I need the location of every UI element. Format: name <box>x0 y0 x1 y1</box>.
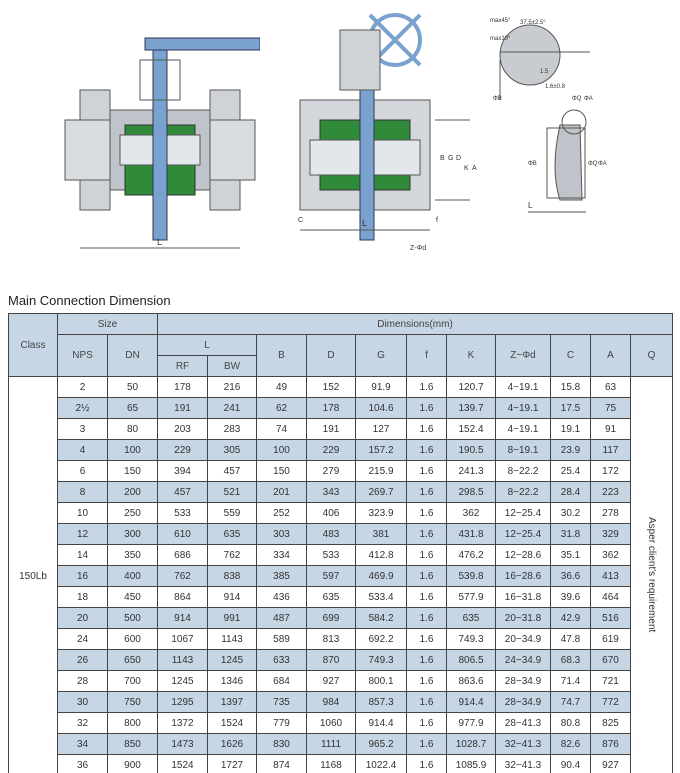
cell-g: 127 <box>356 419 407 440</box>
cell-l-bw: 1524 <box>208 713 257 734</box>
dimension-table <box>8 313 673 773</box>
cell-nps: 24 <box>58 629 108 650</box>
cell-f: 1.6 <box>407 713 447 734</box>
cell-a: 927 <box>591 755 631 773</box>
cell-f: 1.6 <box>407 650 447 671</box>
cell-c: 80.8 <box>551 713 591 734</box>
cell-k: 190.5 <box>447 440 496 461</box>
cell-l-rf: 1524 <box>158 755 208 773</box>
cell-dn: 500 <box>108 608 158 629</box>
header-dn: DN <box>108 335 158 377</box>
cell-nps: 20 <box>58 608 108 629</box>
cell-nps: 32 <box>58 713 108 734</box>
cell-k: 120.7 <box>447 377 496 398</box>
table-row <box>9 377 673 398</box>
cell-a: 63 <box>591 377 631 398</box>
cell-d: 533 <box>307 545 356 566</box>
cell-k: 362 <box>447 503 496 524</box>
dim-label-c: C <box>298 217 304 224</box>
cell-z-phi-d: 28−34.9 <box>496 692 551 713</box>
cell-b: 735 <box>257 692 307 713</box>
cell-a: 876 <box>591 734 631 755</box>
cell-f: 1.6 <box>407 566 447 587</box>
cell-nps: 28 <box>58 671 108 692</box>
cell-c: 17.5 <box>551 398 591 419</box>
header-dimensions: Dimensions(mm) <box>158 314 673 335</box>
cell-nps: 26 <box>58 650 108 671</box>
cell-l-rf: 1372 <box>158 713 208 734</box>
q-requirement-text: Asper client's requirement <box>646 516 657 633</box>
cell-l-rf: 686 <box>158 545 208 566</box>
cell-d: 279 <box>307 461 356 482</box>
cell-l-rf: 1295 <box>158 692 208 713</box>
cell-l-rf: 191 <box>158 398 208 419</box>
header-k: K <box>447 335 496 377</box>
cell-k: 476.2 <box>447 545 496 566</box>
cell-l-bw: 838 <box>208 566 257 587</box>
cell-dn: 100 <box>108 440 158 461</box>
cell-a: 117 <box>591 440 631 461</box>
cell-b: 303 <box>257 524 307 545</box>
cell-f: 1.6 <box>407 419 447 440</box>
weld-end-detail-drawing <box>490 0 640 230</box>
cell-d: 483 <box>307 524 356 545</box>
tolerance-label: 1.6±0.8 <box>545 84 565 90</box>
header-rf: RF <box>158 356 208 377</box>
cell-b: 385 <box>257 566 307 587</box>
cell-l-bw: 914 <box>208 587 257 608</box>
cell-a: 91 <box>591 419 631 440</box>
cell-a: 721 <box>591 671 631 692</box>
cell-l-rf: 229 <box>158 440 208 461</box>
cell-l-rf: 1143 <box>158 650 208 671</box>
dim-label-f: f <box>436 217 438 224</box>
angle-label-max10: max10° <box>490 36 511 42</box>
cell-c: 82.6 <box>551 734 591 755</box>
cell-b: 436 <box>257 587 307 608</box>
cell-nps: 2½ <box>58 398 108 419</box>
cell-f: 1.6 <box>407 524 447 545</box>
cell-b: 830 <box>257 734 307 755</box>
cell-k: 298.5 <box>447 482 496 503</box>
cell-b: 62 <box>257 398 307 419</box>
cell-c: 90.4 <box>551 755 591 773</box>
cell-l-rf: 203 <box>158 419 208 440</box>
header-nps: NPS <box>58 335 108 377</box>
cell-dn: 700 <box>108 671 158 692</box>
cell-c: 28.4 <box>551 482 591 503</box>
table-row <box>9 398 673 419</box>
cell-a: 464 <box>591 587 631 608</box>
cell-f: 1.6 <box>407 671 447 692</box>
cell-k: 1085.9 <box>447 755 496 773</box>
cell-dn: 900 <box>108 755 158 773</box>
cell-z-phi-d: 16−31.8 <box>496 587 551 608</box>
table-body <box>9 377 673 773</box>
section-title: Main Connection Dimension <box>8 293 171 308</box>
cell-l-rf: 1473 <box>158 734 208 755</box>
header-l: L <box>158 335 257 356</box>
dim-label-a: A <box>472 165 477 172</box>
header-a: A <box>591 335 631 377</box>
cell-nps: 10 <box>58 503 108 524</box>
cell-b: 684 <box>257 671 307 692</box>
header-bw: BW <box>208 356 257 377</box>
cell-d: 152 <box>307 377 356 398</box>
cell-l-rf: 1067 <box>158 629 208 650</box>
cell-g: 800.1 <box>356 671 407 692</box>
cell-f: 1.6 <box>407 587 447 608</box>
cell-d: 1111 <box>307 734 356 755</box>
table-row <box>9 524 673 545</box>
cell-a: 670 <box>591 650 631 671</box>
cell-g: 91.9 <box>356 377 407 398</box>
cell-nps: 18 <box>58 587 108 608</box>
cell-l-bw: 1397 <box>208 692 257 713</box>
cell-f: 1.6 <box>407 482 447 503</box>
class-cell: 150Lb <box>9 377 58 773</box>
cell-l-rf: 533 <box>158 503 208 524</box>
header-c: C <box>551 335 591 377</box>
cell-g: 269.7 <box>356 482 407 503</box>
table-row <box>9 671 673 692</box>
cell-l-rf: 394 <box>158 461 208 482</box>
cell-nps: 12 <box>58 524 108 545</box>
dim-label-k: K <box>464 165 469 172</box>
cell-g: 469.9 <box>356 566 407 587</box>
cell-l-bw: 283 <box>208 419 257 440</box>
header-size: Size <box>58 314 158 335</box>
cell-z-phi-d: 12−25.4 <box>496 503 551 524</box>
cell-g: 104.6 <box>356 398 407 419</box>
cell-f: 1.6 <box>407 629 447 650</box>
table-row <box>9 503 673 524</box>
cell-z-phi-d: 8−19.1 <box>496 440 551 461</box>
cell-z-phi-d: 4−19.1 <box>496 419 551 440</box>
cell-c: 25.4 <box>551 461 591 482</box>
cell-d: 1060 <box>307 713 356 734</box>
cell-nps: 8 <box>58 482 108 503</box>
cell-d: 191 <box>307 419 356 440</box>
cell-d: 1168 <box>307 755 356 773</box>
cell-z-phi-d: 4−19.1 <box>496 377 551 398</box>
cell-k: 977.9 <box>447 713 496 734</box>
cell-k: 539.8 <box>447 566 496 587</box>
angle-label-bevel: 37.5±2.5° <box>520 20 546 26</box>
cell-z-phi-d: 12−28.6 <box>496 545 551 566</box>
cell-b: 74 <box>257 419 307 440</box>
cell-a: 825 <box>591 713 631 734</box>
cell-l-bw: 1346 <box>208 671 257 692</box>
cell-f: 1.6 <box>407 461 447 482</box>
cell-d: 927 <box>307 671 356 692</box>
cell-d: 870 <box>307 650 356 671</box>
cell-b: 633 <box>257 650 307 671</box>
q-cell <box>631 377 673 773</box>
cell-c: 68.3 <box>551 650 591 671</box>
table-row <box>9 650 673 671</box>
cell-k: 577.9 <box>447 587 496 608</box>
cell-dn: 450 <box>108 587 158 608</box>
cell-l-bw: 635 <box>208 524 257 545</box>
cell-dn: 200 <box>108 482 158 503</box>
cell-dn: 80 <box>108 419 158 440</box>
cell-l-bw: 1143 <box>208 629 257 650</box>
cell-k: 914.4 <box>447 692 496 713</box>
cell-z-phi-d: 20−31.8 <box>496 608 551 629</box>
table-row <box>9 734 673 755</box>
cell-nps: 6 <box>58 461 108 482</box>
cell-l-rf: 178 <box>158 377 208 398</box>
cell-f: 1.6 <box>407 608 447 629</box>
cell-l-rf: 610 <box>158 524 208 545</box>
cell-l-bw: 216 <box>208 377 257 398</box>
cell-c: 39.6 <box>551 587 591 608</box>
cell-dn: 250 <box>108 503 158 524</box>
cell-l-bw: 1245 <box>208 650 257 671</box>
cell-k: 139.7 <box>447 398 496 419</box>
dim-label-a: ΦA <box>584 96 593 102</box>
table-row <box>9 755 673 773</box>
cell-dn: 850 <box>108 734 158 755</box>
cell-c: 71.4 <box>551 671 591 692</box>
cell-dn: 600 <box>108 629 158 650</box>
land-label: 1.5 <box>540 69 549 75</box>
dim-label-d: D <box>456 155 462 162</box>
cell-g: 749.3 <box>356 650 407 671</box>
cell-g: 381 <box>356 524 407 545</box>
table-row <box>9 461 673 482</box>
cell-k: 431.8 <box>447 524 496 545</box>
cell-f: 1.6 <box>407 755 447 773</box>
cell-l-bw: 762 <box>208 545 257 566</box>
dim-label-q: ΦQ <box>572 96 582 102</box>
cell-f: 1.6 <box>407 377 447 398</box>
cell-dn: 50 <box>108 377 158 398</box>
header-b: B <box>257 335 307 377</box>
table-row <box>9 440 673 461</box>
cell-l-rf: 864 <box>158 587 208 608</box>
cell-dn: 400 <box>108 566 158 587</box>
table-row <box>9 692 673 713</box>
cell-g: 1022.4 <box>356 755 407 773</box>
header-d: D <box>307 335 356 377</box>
cell-k: 749.3 <box>447 629 496 650</box>
cell-g: 584.2 <box>356 608 407 629</box>
table-row <box>9 419 673 440</box>
cell-d: 229 <box>307 440 356 461</box>
cell-l-bw: 241 <box>208 398 257 419</box>
cell-l-rf: 1245 <box>158 671 208 692</box>
dim-label-a-2: ΦA <box>598 161 607 167</box>
cell-b: 779 <box>257 713 307 734</box>
cell-f: 1.6 <box>407 440 447 461</box>
cell-z-phi-d: 8−22.2 <box>496 461 551 482</box>
cell-f: 1.6 <box>407 545 447 566</box>
cell-dn: 350 <box>108 545 158 566</box>
cell-d: 597 <box>307 566 356 587</box>
dim-label-z: Z-Φd <box>410 245 427 252</box>
cell-c: 47.8 <box>551 629 591 650</box>
cell-f: 1.6 <box>407 398 447 419</box>
cell-z-phi-d: 12−25.4 <box>496 524 551 545</box>
cell-g: 215.9 <box>356 461 407 482</box>
cell-dn: 650 <box>108 650 158 671</box>
cell-d: 699 <box>307 608 356 629</box>
table-row <box>9 713 673 734</box>
cell-dn: 150 <box>108 461 158 482</box>
cell-dn: 750 <box>108 692 158 713</box>
cell-nps: 14 <box>58 545 108 566</box>
cell-z-phi-d: 16−28.6 <box>496 566 551 587</box>
cell-dn: 65 <box>108 398 158 419</box>
cell-c: 42.9 <box>551 608 591 629</box>
cell-a: 329 <box>591 524 631 545</box>
cell-b: 487 <box>257 608 307 629</box>
cell-b: 150 <box>257 461 307 482</box>
header-f: f <box>407 335 447 377</box>
cell-g: 157.2 <box>356 440 407 461</box>
cell-k: 806.5 <box>447 650 496 671</box>
header-g: G <box>356 335 407 377</box>
cell-l-bw: 457 <box>208 461 257 482</box>
cell-nps: 2 <box>58 377 108 398</box>
lever-valve-drawing <box>60 0 260 260</box>
cell-d: 635 <box>307 587 356 608</box>
cell-f: 1.6 <box>407 692 447 713</box>
dim-label-l: L <box>157 237 163 247</box>
cell-l-bw: 305 <box>208 440 257 461</box>
cell-l-rf: 914 <box>158 608 208 629</box>
cell-b: 100 <box>257 440 307 461</box>
cell-nps: 3 <box>58 419 108 440</box>
cell-g: 857.3 <box>356 692 407 713</box>
table-row <box>9 545 673 566</box>
cell-a: 362 <box>591 545 631 566</box>
cell-nps: 30 <box>58 692 108 713</box>
table-row <box>9 587 673 608</box>
cell-z-phi-d: 4−19.1 <box>496 398 551 419</box>
cell-d: 406 <box>307 503 356 524</box>
cell-nps: 34 <box>58 734 108 755</box>
cell-d: 178 <box>307 398 356 419</box>
cell-dn: 300 <box>108 524 158 545</box>
cell-z-phi-d: 32−41.3 <box>496 755 551 773</box>
cell-l-bw: 521 <box>208 482 257 503</box>
header-z-phi-d: Z−Φd <box>496 335 551 377</box>
cell-b: 589 <box>257 629 307 650</box>
cell-z-phi-d: 24−34.9 <box>496 650 551 671</box>
cell-b: 201 <box>257 482 307 503</box>
cell-l-bw: 1626 <box>208 734 257 755</box>
cell-c: 31.8 <box>551 524 591 545</box>
cell-dn: 800 <box>108 713 158 734</box>
dim-label-q-2: ΦQ <box>588 161 598 167</box>
cell-a: 172 <box>591 461 631 482</box>
cell-d: 984 <box>307 692 356 713</box>
cell-c: 30.2 <box>551 503 591 524</box>
cell-c: 15.8 <box>551 377 591 398</box>
cell-c: 23.9 <box>551 440 591 461</box>
cell-l-bw: 559 <box>208 503 257 524</box>
cell-g: 533.4 <box>356 587 407 608</box>
cell-b: 252 <box>257 503 307 524</box>
dim-label-g: G <box>448 155 454 162</box>
cell-d: 813 <box>307 629 356 650</box>
cell-c: 74.7 <box>551 692 591 713</box>
cell-z-phi-d: 28−41.3 <box>496 713 551 734</box>
cell-k: 863.6 <box>447 671 496 692</box>
cell-c: 35.1 <box>551 545 591 566</box>
cell-b: 49 <box>257 377 307 398</box>
cell-b: 334 <box>257 545 307 566</box>
cell-f: 1.6 <box>407 734 447 755</box>
cell-k: 1028.7 <box>447 734 496 755</box>
cell-a: 223 <box>591 482 631 503</box>
cell-l-bw: 1727 <box>208 755 257 773</box>
cell-l-rf: 457 <box>158 482 208 503</box>
table-row <box>9 482 673 503</box>
cell-z-phi-d: 32−41.3 <box>496 734 551 755</box>
cell-a: 75 <box>591 398 631 419</box>
cell-a: 278 <box>591 503 631 524</box>
cell-l-bw: 991 <box>208 608 257 629</box>
cell-nps: 36 <box>58 755 108 773</box>
cell-nps: 4 <box>58 440 108 461</box>
dim-label-b-2: ΦB <box>528 161 537 167</box>
cell-z-phi-d: 8−22.2 <box>496 482 551 503</box>
cell-g: 412.8 <box>356 545 407 566</box>
dim-label-b: ΦB <box>493 96 502 102</box>
angle-label-max45: max45° <box>490 18 511 24</box>
table-row <box>9 608 673 629</box>
cell-g: 914.4 <box>356 713 407 734</box>
cell-k: 635 <box>447 608 496 629</box>
header-class: Class <box>9 314 58 377</box>
cell-k: 241.3 <box>447 461 496 482</box>
cell-c: 19.1 <box>551 419 591 440</box>
cell-g: 965.2 <box>356 734 407 755</box>
cell-c: 36.6 <box>551 566 591 587</box>
cell-g: 323.9 <box>356 503 407 524</box>
cell-z-phi-d: 20−34.9 <box>496 629 551 650</box>
cell-k: 152.4 <box>447 419 496 440</box>
table-row <box>9 566 673 587</box>
cell-a: 516 <box>591 608 631 629</box>
dim-label-b: B <box>440 155 445 162</box>
cell-d: 343 <box>307 482 356 503</box>
dim-label-l: L <box>362 218 368 228</box>
cell-a: 413 <box>591 566 631 587</box>
cell-l-rf: 762 <box>158 566 208 587</box>
cell-z-phi-d: 28−34.9 <box>496 671 551 692</box>
table-row <box>9 629 673 650</box>
gear-valve-drawing <box>290 0 480 260</box>
cell-a: 619 <box>591 629 631 650</box>
dim-label-l-2: L <box>528 201 533 210</box>
cell-g: 692.2 <box>356 629 407 650</box>
cell-a: 772 <box>591 692 631 713</box>
cell-b: 874 <box>257 755 307 773</box>
header-q: Q <box>631 335 673 377</box>
cell-nps: 16 <box>58 566 108 587</box>
cell-f: 1.6 <box>407 503 447 524</box>
